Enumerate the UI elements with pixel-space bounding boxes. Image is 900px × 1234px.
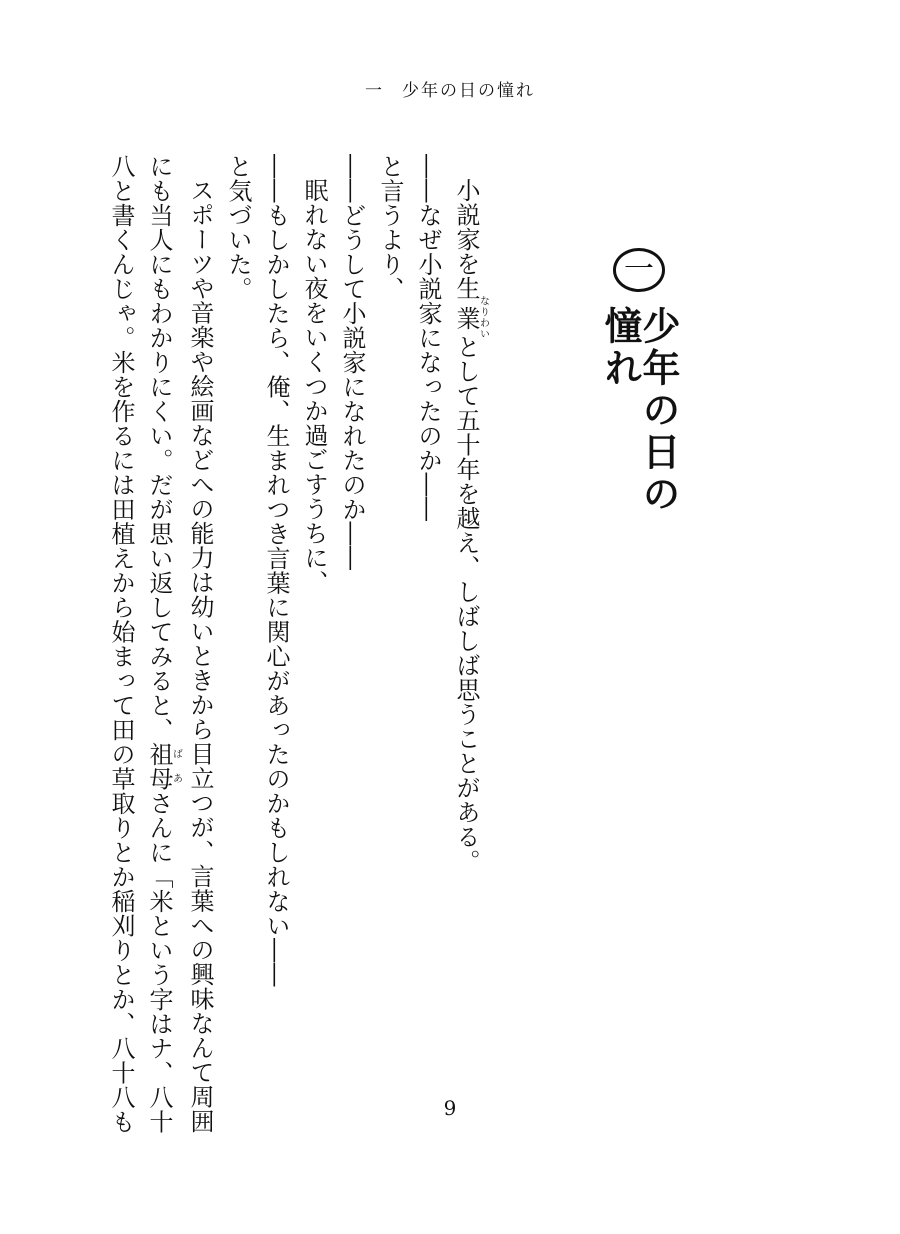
- running-head-chapter-number: 一: [365, 81, 384, 101]
- paragraph-line: [140, 154, 182, 1134]
- chapter-title: 少年の日の憧れ: [598, 305, 680, 516]
- ruby-baa: [145, 742, 182, 791]
- paragraph-line: と気づいた。: [224, 154, 252, 301]
- ruby-reading: ばあ: [170, 742, 182, 791]
- paragraph-line: ――どうして小説家になれたのか――: [338, 154, 366, 571]
- ruby-base: 祖母: [145, 742, 173, 791]
- chapter-heading: [598, 248, 680, 548]
- paragraph-line: と言うより、: [376, 154, 404, 301]
- ruby-reading: なりわい: [477, 295, 489, 340]
- paragraph-line: 眠れない夜をいくつか過ごすうちに、: [300, 178, 328, 595]
- paragraph-line: 八と書くんじゃ。米を作るには田植えから始まって田の草取りとか稲刈りとか、八十八も: [107, 154, 135, 1134]
- ruby-base: 業: [452, 295, 480, 340]
- chapter-number-circle: 一: [613, 248, 665, 292]
- paragraph-line: ――なぜ小説家になったのか――: [414, 154, 442, 522]
- paragraph-line: [447, 154, 488, 1074]
- text-segment: さんに「米という字はナ、八十: [145, 791, 173, 1134]
- text-segment: として五十年を越え、しばしば思うことがある。: [452, 334, 480, 874]
- text-segment: 小説家を生: [452, 178, 480, 301]
- paragraph-line: ――もしかしたら、俺、生まれつき言葉に関心があったのかもしれない――: [262, 154, 290, 987]
- body-text: [102, 154, 489, 1134]
- page-number: 9: [443, 1096, 457, 1120]
- text-segment: にも当人にもわかりにくい。だが思い返してみると、: [145, 154, 173, 742]
- paragraph-line: スポーツや音楽や絵画などへの能力は幼いときから目立つが、言葉への興味なんて周囲: [186, 178, 214, 1134]
- running-head-chapter-title: 少年の日の憧れ: [402, 81, 535, 101]
- ruby-nariwai: [452, 295, 489, 340]
- running-head: [0, 76, 900, 101]
